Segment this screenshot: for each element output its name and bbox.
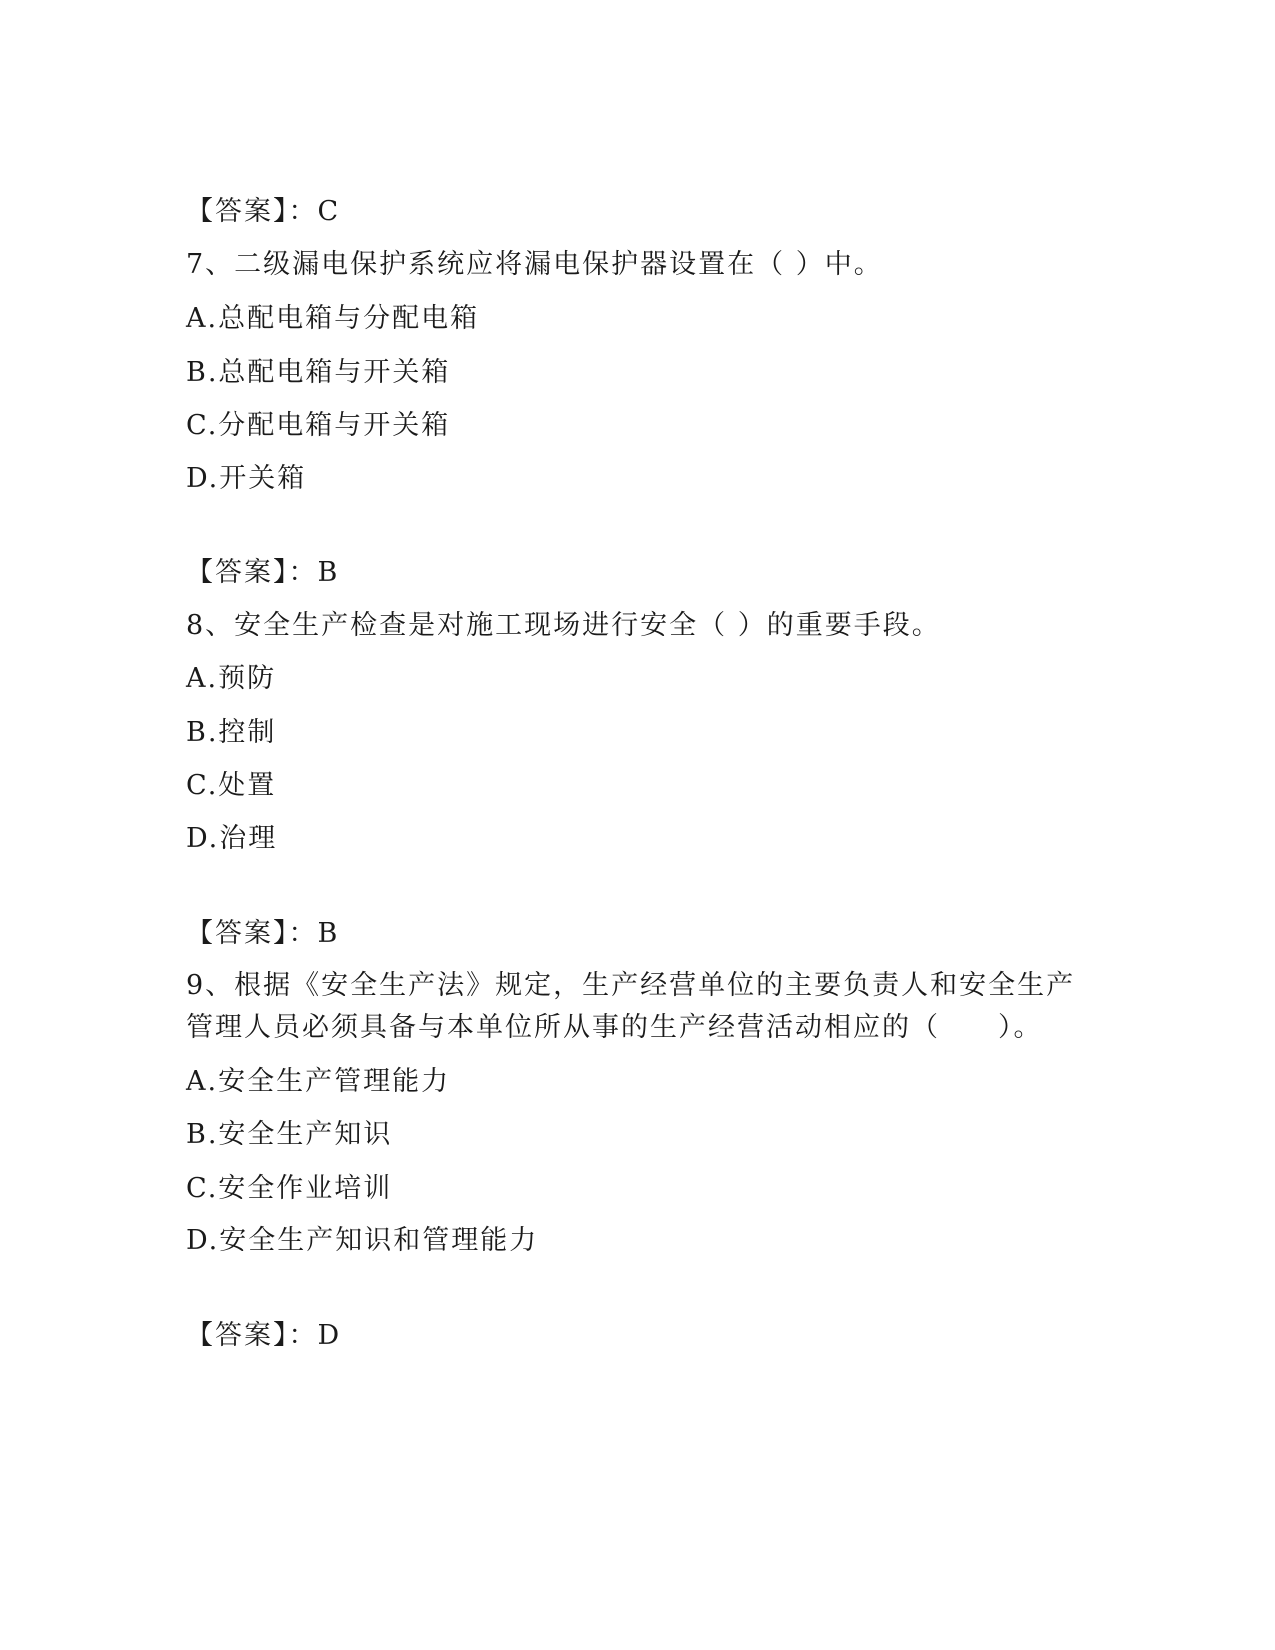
answer-value: D xyxy=(317,1320,342,1351)
question-7-option-a: A.总配电箱与分配电箱 xyxy=(186,303,480,334)
question-9-option-d: D.安全生产知识和管理能力 xyxy=(186,1225,539,1256)
answer-value: B xyxy=(317,557,340,588)
answer-label: 【答案】： xyxy=(186,918,318,949)
question-8-option-d: D.治理 xyxy=(186,823,278,854)
question-7-option-b: B.总配电箱与开关箱 xyxy=(186,357,451,388)
answer-value: C xyxy=(317,196,341,227)
answer-line-q6 xyxy=(186,195,340,229)
question-9-option-a: A.安全生产管理能力 xyxy=(186,1066,451,1097)
question-8-option-b: B.控制 xyxy=(186,717,277,748)
question-9-stem-line-1: 9、根据《安全生产法》规定，生产经营单位的主要负责人和安全生产 xyxy=(186,970,1076,1001)
question-9-option-c: C.安全作业培训 xyxy=(186,1173,393,1204)
question-7-stem: 7、二级漏电保护系统应将漏电保护器设置在（ ）中。 xyxy=(186,249,883,280)
answer-label: 【答案】： xyxy=(186,557,318,588)
question-9-option-b: B.安全生产知识 xyxy=(186,1119,393,1150)
answer-label: 【答案】： xyxy=(186,196,318,227)
answer-value: B xyxy=(317,918,340,949)
question-7-option-c: C.分配电箱与开关箱 xyxy=(186,410,451,441)
answer-line-q9 xyxy=(186,1319,341,1353)
question-8-option-a: A.预防 xyxy=(186,663,277,694)
answer-line-q8 xyxy=(186,917,339,951)
question-9-stem-line-2: 管理人员必须具备与本单位所从事的生产经营活动相应的（ ）。 xyxy=(186,1012,1043,1043)
answer-label: 【答案】： xyxy=(186,1320,318,1351)
answer-line-q7 xyxy=(186,556,339,590)
question-8-stem: 8、安全生产检查是对施工现场进行安全（ ）的重要手段。 xyxy=(186,610,941,641)
question-7-option-d: D.开关箱 xyxy=(186,463,307,494)
question-8-option-c: C.处置 xyxy=(186,770,277,801)
